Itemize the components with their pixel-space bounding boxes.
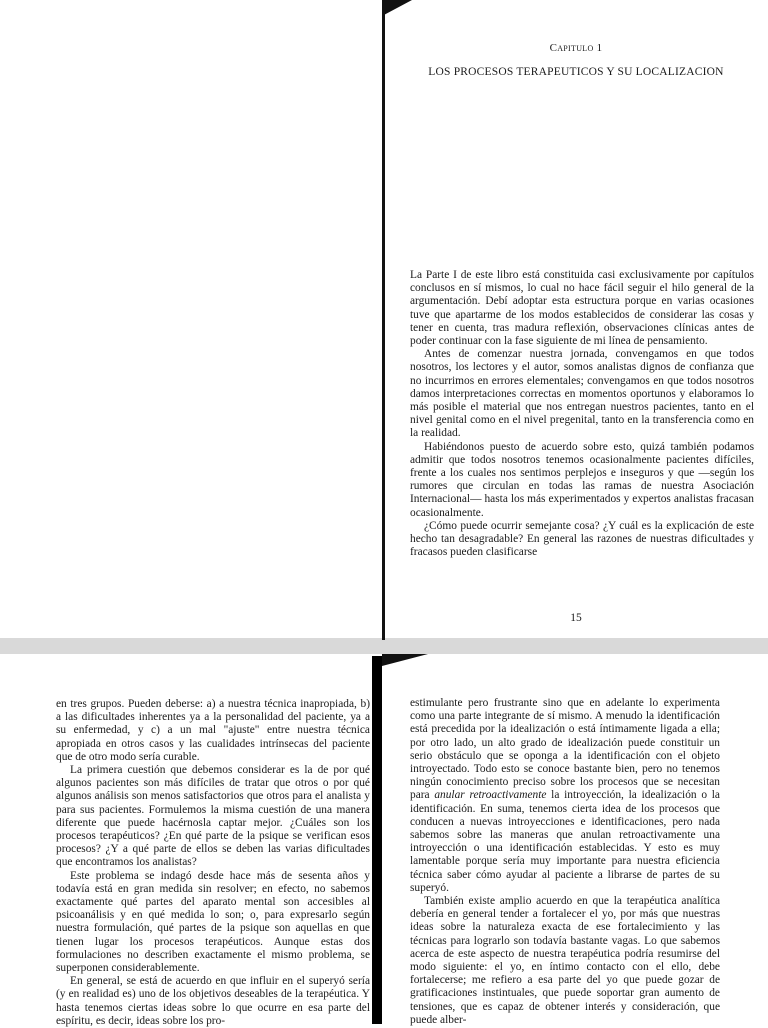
paragraph: Habiéndonos puesto de acuerdo sobre esto, quizá también podamos admitir que todos nosotros tenemos ocasionalmente pacientes difíciles, frente a los cuales nos sentimos perplejos e inseguros y que —según los rumores que circulan en todas las ramas de nuestra Asociación Internacional— hasta los más experimentados y expertos analistas fracasan ocasionalmente. [410, 440, 754, 519]
paragraph: La primera cuestión que debemos considerar es la de por qué algunos pacientes son más difíciles de tratar que otros o por qué algunos análisis son menos satisfactorios que otros para el analista y para sus pacientes. Formulemos la misma cuestión de una manera diferente que puede hacérnosla captar mejor. ¿Cuáles son los procesos terapéuticos? ¿En qué parte de la psique se verifican esos procesos? ¿Y a qué parte de ellos se deben las varias dificultades que encontramos los analistas? [56, 764, 370, 869]
paragraph [410, 697, 720, 895]
paragraph: Antes de comenzar nuestra jornada, convengamos en que todos nosotros, los lectores y el autor, somos analistas dignos de confianza que no incurrimos en errores elementales; convengamos en que todos nosotros damos interpretaciones correctas en momentos oportunos y elaboramos lo más posible el material que nos entregan nuestros pacientes, tanto en el nivel genital como en el nivel pregenital, tanto en la transferencia como en la realidad. [410, 348, 754, 440]
left-page-body-text [56, 698, 370, 1028]
scan-separator [0, 638, 768, 654]
gutter-shadow-lower [382, 654, 428, 666]
paragraph: ¿Cómo puede ocurrir semejante cosa? ¿Y cuál es la explicación de este hecho tan desagradable? En general las razones de nuestras dificultades y fracasos pueden clasificarse [410, 519, 754, 559]
chapter-body-text [410, 269, 754, 559]
gutter-shadow [382, 0, 412, 16]
paragraph-text: estimulante pero frustrante sino que en adelante lo experimenta como una parte integrante de sí mismo. A menudo la identificación está precedida por la idealización o está íntimamente ligada a ella; por otro lado, un alto grado de idealización puede constituir un serio obstáculo que se oponga a la identificación con el objeto introyectado. Todo esto se conoce bastante bien, pero no tenemos ningún conocimiento preciso sobre los procesos que se necesitan para [410, 697, 720, 802]
right-page-body-text [410, 697, 720, 1027]
paragraph: Este problema se indagó desde hace más de sesenta años y todavía está en gran medida sin resolver; en efecto, no sabemos exactamente qué partes del aparato mental son accesibles al psicoanálisis y en qué medida lo son; o, para expresarlo según nuestra formulación, qué partes de la psique son aquellas en que tienen lugar los procesos terapéuticos. Aunque estas dos formulaciones no describen exactamente el mismo problema, se superponen considerablemente. [56, 869, 370, 975]
book-gutter [382, 0, 385, 640]
chapter-label: Capitulo 1 [549, 42, 603, 54]
italic-emphasis: anular retroactivamente [434, 789, 547, 802]
paragraph-text: la introyección, la idealización o la identificación. En suma, tenemos cierta idea de los procesos que conducen a nuevas introyecciones e identificaciones, pero nada sabemos sobre las maneras que anulan retroactivamente una introyección o una identificación establecidas. Y esto es muy lamentable porque sería muy importante para nuestra eficiencia técnica saber cómo ayudar al paciente a librarse de partes de su superyó. [410, 789, 720, 894]
book-gutter-lower [372, 656, 382, 1024]
paragraph: En general, se está de acuerdo en que influir en el superyó sería (y en realidad es) uno de los objetivos deseables de la terapéutica. Y hasta tenemos ciertas ideas sobre lo que ocurre en esa parte del espíritu, es decir, ideas sobre los pro- [56, 975, 370, 1027]
chapter-opening-page [384, 0, 768, 640]
page-number: 15 [570, 612, 582, 624]
blank-left-page [0, 0, 384, 640]
chapter-title: LOS PROCESOS TERAPEUTICOS Y SU LOCALIZACION [428, 66, 724, 78]
paragraph: También existe amplio acuerdo en que la terapéutica analítica debería en general tender a fortalecer el yo, por más que nuestras ideas sobre la naturaleza exacta de ese fortalecimiento y las técnicas para lograrlo son todavía bastante vagas. Lo que sabemos acerca de este aspecto de nuestra terapéutica podría resumirse del modo siguiente: el yo, en íntimo contacto con el ello, debe fortalecerse; me refiero a esa parte del yo que puede gozar de gratificaciones instintuales, que puede soportar gran aumento de tensiones, que es capaz de obtener interés y consideración, que puede alber- [410, 895, 720, 1026]
paragraph: La Parte I de este libro está constituida casi exclusivamente por capítulos conclusos en sí mismos, lo cual no hace fácil seguir el hilo general de la argumentación. Debí adoptar esta estructura porque en varias ocasiones tuve que apartarme de los modos establecidos de considerar las cosas y tener en cuenta, tras madura reflexión, observaciones clínicas antes de poder continuar con la fase siguiente de mi línea de pensamiento. [410, 269, 754, 348]
paragraph: en tres grupos. Pueden deberse: a) a nuestra técnica inapropiada, b) a las dificultades inherentes ya a la personalidad del paciente, ya a su enfermedad, y c) a un mal "ajuste" entre nuestra técnica apropiada en otros casos y las cualidades intrínsecas del paciente que de otro modo sería curable. [56, 698, 370, 763]
